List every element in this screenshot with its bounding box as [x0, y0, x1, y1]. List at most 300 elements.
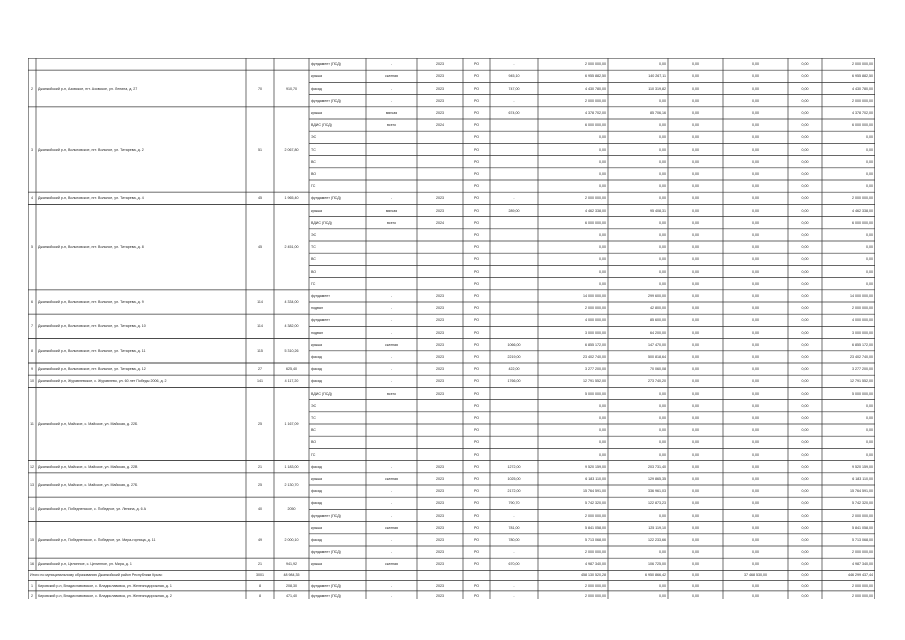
table-cell: 670,00 — [508, 562, 520, 567]
table-cell: ТС — [311, 415, 316, 420]
table-cell: 5 000 000,00 — [585, 391, 606, 396]
table-cell: ВДИС (ПСД) — [311, 123, 332, 128]
table-cell: 2023 — [436, 476, 444, 481]
table-cell: 0,00 — [692, 415, 699, 420]
table-cell: фасад — [311, 86, 322, 91]
table-cell: ЭС — [311, 135, 317, 140]
table-cell: 1 167,09 — [284, 422, 299, 426]
table-cell: РО — [473, 440, 480, 445]
table-cell: РО — [473, 98, 480, 103]
table-cell: 85 600,00 — [650, 318, 666, 323]
table-cell: 0,00 — [692, 123, 699, 128]
table-cell: 0,00 — [801, 501, 809, 506]
table-cell: 122 233,66 — [648, 537, 666, 542]
table-cell: фасад — [311, 367, 322, 372]
table-cell: 4 000 000,00 — [852, 318, 873, 323]
table-cell: фундамент (ПСД) — [311, 594, 341, 599]
table-cell: 0,00 — [866, 428, 873, 433]
table-cell: - — [390, 550, 393, 555]
table-cell: 0,00 — [692, 501, 699, 506]
table-cell: 0,00 — [692, 110, 699, 115]
table-cell: 0,00 — [801, 367, 809, 372]
table-cell: РО — [473, 403, 480, 408]
table-cell: - — [390, 354, 393, 359]
table-cell: 0,00 — [692, 403, 699, 408]
table-cell: 0,00 — [866, 452, 873, 457]
table-cell: РО — [473, 110, 480, 115]
table-cell: 0,00 — [692, 464, 699, 469]
table-cell: 0,00 — [752, 513, 759, 518]
table-cell: ВС — [311, 159, 316, 164]
table-cell: 0,00 — [659, 135, 666, 140]
table-cell: 289,00 — [508, 208, 520, 213]
table-cell: Джанкойский р-н, Журавлевское, с. Журавлево, ул. 60 лет Победы 2006, д. 2 — [38, 379, 167, 384]
table-cell: 0,00 — [801, 208, 809, 213]
table-cell: 0,00 — [659, 269, 666, 274]
table-cell: 0,00 — [801, 440, 809, 445]
table-cell: 0,00 — [692, 306, 699, 311]
table-cell: всего — [387, 123, 396, 128]
table-cell: 2 000 000,00 — [585, 98, 606, 103]
table-cell: 0,00 — [801, 269, 809, 274]
table-cell: 0,00 — [692, 98, 699, 103]
table-cell: 23 402 740,00 — [850, 354, 873, 359]
table-cell: 0,00 — [752, 306, 759, 311]
table-cell: 0,00 — [752, 428, 759, 433]
table-cell: 0,00 — [659, 147, 666, 152]
table-cell: 2023 — [436, 562, 444, 567]
table-cell: РО — [473, 184, 480, 189]
table-cell: Джанкойский р-н, Вольновское, пгт. Вольное, ул. Титарева, д. 4 — [38, 196, 144, 201]
table-cell: 0,00 — [752, 171, 759, 176]
table-cell: 25 — [258, 483, 262, 487]
table-cell: 0,00 — [659, 583, 666, 588]
table-cell: 0,00 — [801, 245, 809, 250]
table-cell: ТС — [311, 147, 316, 152]
table-cell: РО — [473, 513, 480, 518]
table-cell: 625,40 — [286, 367, 297, 372]
table-cell: 4 382,00 — [284, 324, 299, 329]
table-cell: 0,00 — [752, 440, 759, 445]
table-cell: - — [390, 501, 393, 506]
table-cell: 7 — [31, 324, 33, 329]
table-cell: 2023 — [436, 293, 444, 298]
table-cell: 2 000,10 — [284, 537, 299, 542]
table-cell: - — [390, 293, 393, 298]
table-cell: 0,00 — [866, 245, 873, 250]
table-cell: РО — [473, 293, 480, 298]
table-cell: 2050 — [287, 507, 296, 512]
table-cell: 0,00 — [692, 513, 699, 518]
table-cell: крыша — [311, 476, 323, 481]
table-cell: 23 402 740,00 — [583, 354, 606, 359]
table-cell: 0,00 — [801, 281, 809, 286]
table-cell: - — [390, 98, 393, 103]
table-cell: 0,00 — [692, 525, 699, 530]
table-cell: 16 — [30, 562, 34, 567]
table-cell: ГС — [311, 281, 316, 286]
table-cell: 0,00 — [692, 245, 699, 250]
table-cell: 0,00 — [752, 74, 759, 79]
table-cell: 0,00 — [599, 281, 606, 286]
table-cell: 0,00 — [801, 550, 809, 555]
table-cell: 0,00 — [692, 208, 699, 213]
table-cell: 0,00 — [692, 232, 699, 237]
table-cell: 2023 — [436, 489, 444, 494]
table-cell: крыша — [311, 342, 323, 347]
table-cell: 0,00 — [752, 135, 759, 140]
table-cell: 2023 — [436, 318, 444, 323]
table-cell: 14 000 000,00 — [583, 293, 606, 298]
table-cell: 2 000 000,00 — [852, 550, 873, 555]
table-cell: 0,00 — [659, 220, 666, 225]
table-cell: 2023 — [436, 62, 444, 67]
table-cell: 2023 — [436, 464, 444, 469]
table-cell: 0,00 — [866, 159, 873, 164]
table-cell: 0,00 — [866, 135, 873, 140]
table-cell: РО — [473, 354, 480, 359]
table-cell: Джанкойский р-н, Азовское, пгт. Азовское, ул. Ленина, д. 27 — [38, 86, 138, 91]
table-cell: 8 — [31, 348, 33, 353]
table-cell: 0,00 — [752, 257, 759, 262]
table-cell: подвал — [311, 306, 323, 311]
table-cell: 0,00 — [752, 220, 759, 225]
table-cell: 6 855 172,00 — [585, 342, 606, 347]
table-cell: 458 130 520,28 — [581, 573, 606, 578]
table-cell: 4 000 000,00 — [585, 318, 606, 323]
table-cell: РО — [473, 159, 480, 164]
table-cell: 4 430 780,00 — [585, 86, 606, 91]
table-cell: 0,00 — [801, 594, 809, 599]
table-cell: РО — [473, 208, 480, 213]
table-cell: 2 130,70 — [284, 483, 299, 487]
table-cell: - — [390, 537, 393, 542]
table-cell: Джанкойский р-н, Целинное, с. Целинное, ул. Мира, д. 1 — [38, 562, 132, 567]
table-cell: 8 — [259, 583, 261, 588]
table-cell: 2023 — [436, 513, 444, 518]
table-cell: 95 408,31 — [650, 208, 666, 213]
table-cell: 747,00 — [508, 86, 520, 91]
table-cell: 0,00 — [801, 330, 809, 335]
table-cell: 0,00 — [801, 525, 809, 530]
table-cell: 299 600,00 — [648, 293, 666, 298]
table-cell: крыша — [311, 208, 323, 213]
table-cell: 0,00 — [659, 415, 666, 420]
table-cell: 0,00 — [692, 293, 699, 298]
table-cell: 0,00 — [599, 159, 606, 164]
table-cell: 0,00 — [752, 330, 759, 335]
table-cell: ВО — [311, 171, 317, 176]
table-cell: Джанкойский р-н, Победненское, с. Победное, ул. Мира-горница, д. 11 — [38, 537, 156, 542]
table-cell: РО — [473, 257, 480, 262]
table-cell: 1 — [31, 583, 33, 588]
table-cell: 0,00 — [866, 440, 873, 445]
table-cell: РО — [473, 415, 480, 420]
table-cell: 0,00 — [801, 110, 809, 115]
table-cell: РО — [473, 171, 480, 176]
table-cell: РО — [473, 489, 480, 494]
table-cell: 2 000 000,00 — [585, 196, 606, 201]
table-cell: фасад — [311, 501, 322, 506]
table-cell: 2023 — [436, 379, 444, 384]
table-cell: 5 742 320,00 — [585, 501, 606, 506]
table-cell: 422,00 — [508, 367, 520, 372]
table-cell: 4 987 340,00 — [852, 562, 873, 567]
table-cell: 0,00 — [752, 318, 759, 323]
table-cell: 0,00 — [752, 281, 759, 286]
table-cell: 0,00 — [866, 403, 873, 408]
table-cell: 0,00 — [752, 452, 759, 457]
table-cell: 15 — [30, 537, 34, 542]
table-cell: 0,00 — [801, 415, 809, 420]
table-cell: 115 — [257, 348, 263, 353]
table-cell: 1066,00 — [507, 342, 521, 347]
table-cell: 0,00 — [801, 86, 809, 91]
table-cell: 0,00 — [801, 184, 809, 189]
table-cell: ВС — [311, 257, 316, 262]
table-cell: 0,00 — [801, 306, 809, 311]
table-cell: 2023 — [436, 330, 444, 335]
table-cell: РО — [473, 330, 480, 335]
table-cell: 0,00 — [599, 135, 606, 140]
table-cell: 0,00 — [866, 281, 873, 286]
table-cell: 0,00 — [801, 464, 809, 469]
table-cell: 0,00 — [752, 62, 759, 67]
table-cell: 0,00 — [801, 354, 809, 359]
table-cell: 140 267,11 — [648, 74, 666, 79]
table-cell: фундамент (ПСД) — [311, 98, 341, 103]
table-cell: - — [390, 379, 393, 384]
table-cell: РО — [473, 281, 480, 286]
table-cell: 21 — [258, 464, 262, 469]
table-cell: РО — [473, 464, 480, 469]
table-cell: 0,00 — [752, 583, 759, 588]
table-cell: 0,00 — [692, 379, 699, 384]
table-cell: 0,00 — [752, 184, 759, 189]
table-cell: 6 000 000,00 — [852, 123, 873, 128]
table-cell: 1025,00 — [507, 476, 521, 481]
table-cell: 2023 — [436, 354, 444, 359]
table-cell: 0,00 — [659, 428, 666, 433]
table-cell: 0,00 — [692, 476, 699, 481]
table-cell: подвал — [311, 330, 323, 335]
table-cell: РО — [473, 476, 480, 481]
table-cell: 674,00 — [508, 110, 520, 115]
table-cell: мягкая — [385, 208, 398, 213]
table-cell: 147 470,00 — [648, 342, 666, 347]
table-cell: 2024 — [436, 123, 444, 128]
table-cell: 0,00 — [599, 415, 606, 420]
table-cell: 273 740,20 — [648, 379, 666, 384]
table-cell: 0,00 — [801, 318, 809, 323]
table-cell: 2 000 000,00 — [585, 583, 606, 588]
table-cell: - — [513, 62, 515, 67]
table-cell: 6 855 172,00 — [852, 342, 873, 347]
table-cell: 2 000 000,00 — [852, 513, 873, 518]
table-cell: 0,00 — [801, 232, 809, 237]
table-cell: - — [390, 306, 393, 311]
table-cell: 3 277 200,00 — [585, 367, 606, 372]
table-cell: 0,00 — [692, 220, 699, 225]
table-cell: 2023 — [436, 501, 444, 506]
table-cell: 0,00 — [659, 232, 666, 237]
table-cell: - — [513, 196, 515, 201]
table-cell: фундамент (ПСД) — [311, 583, 341, 588]
table-cell: 15 764 591,00 — [850, 489, 873, 494]
table-cell: 6 183 110,00 — [852, 476, 873, 481]
table-cell: 0,00 — [801, 476, 809, 481]
table-cell: 4 378 702,00 — [852, 110, 873, 115]
table-cell: 110 319,82 — [648, 86, 666, 91]
table-cell: 790,70 — [508, 501, 520, 506]
table-cell: 13 — [30, 483, 34, 487]
table-cell: 70 060,08 — [650, 367, 666, 372]
table-cell: ЭС — [311, 232, 317, 237]
table-cell: 3 — [31, 147, 33, 152]
table-cell: 2 000 000,00 — [585, 513, 606, 518]
table-cell: ГС — [311, 184, 316, 189]
table-cell: Кировский р-н, Владиславовское, с. Владиславовка, ул. Железнодорожная, д. 1 — [38, 583, 172, 588]
table-cell: 3001 — [256, 573, 264, 578]
table-cell: Джанкойский р-н, Майское, с. Майское, ул. Майская, д. 27Б — [38, 483, 138, 487]
table-cell: 0,00 — [692, 573, 699, 578]
table-cell: 2 — [31, 594, 33, 599]
table-cell: 0,00 — [752, 98, 759, 103]
table-cell: 0,00 — [692, 281, 699, 286]
table-cell: 208,30 — [286, 583, 297, 588]
table-cell: скатная — [385, 476, 398, 481]
table-cell: 2 067,80 — [284, 147, 299, 152]
table-cell: 2023 — [436, 196, 444, 201]
table-cell: фундамент (ПСД) — [311, 513, 341, 518]
table-cell: 48 984,35 — [283, 573, 300, 578]
table-cell: 70 — [258, 86, 262, 91]
table-cell: 0,00 — [801, 513, 809, 518]
table-cell: 2023 — [436, 98, 444, 103]
table-cell: крыша — [311, 525, 323, 530]
table-cell: 0,00 — [801, 293, 809, 298]
table-cell: 11 — [30, 422, 34, 426]
table-cell: 14 000 000,00 — [850, 293, 873, 298]
table-cell: 0,00 — [692, 318, 699, 323]
table-cell: 2023 — [436, 583, 444, 588]
table-cell: 0,00 — [752, 562, 759, 567]
table-cell: 0,00 — [599, 440, 606, 445]
table-cell: - — [390, 318, 393, 323]
table-cell: 0,00 — [752, 403, 759, 408]
table-cell: 4 378 702,00 — [585, 110, 606, 115]
table-cell: 27 — [258, 367, 262, 372]
table-cell: фундамент (ПСД) — [311, 196, 341, 201]
table-cell: 0,00 — [692, 135, 699, 140]
table-cell: 2023 — [436, 86, 444, 91]
table-cell: 0,00 — [692, 550, 699, 555]
table-cell: фасад — [311, 354, 322, 359]
table-cell: 0,00 — [599, 245, 606, 250]
table-cell: Джанкойский р-н, Майское, с. Майское, ул. Майская, д. 22Б — [38, 422, 138, 426]
table-cell: 1 965,40 — [284, 196, 299, 201]
table-cell: 0,00 — [801, 428, 809, 433]
table-cell: 2 000 000,00 — [852, 62, 873, 67]
table-cell: 122 873,23 — [648, 501, 666, 506]
table-cell: 2024 — [436, 220, 444, 225]
table-cell: фундамент — [311, 293, 330, 298]
table-cell: 6 000 000,00 — [585, 220, 606, 225]
table-cell: Джанкойский р-н, Вольновское, пгт. Вольное, ул. Титарева, д. 11 — [38, 348, 146, 353]
table-cell: 0,00 — [692, 594, 699, 599]
table-cell: 0,00 — [659, 62, 666, 67]
table-cell: крыша — [311, 110, 323, 115]
total-row-label: Итого по муниципальному образованию Джанкойский район Республики Крым: — [30, 573, 163, 578]
table-cell: 0,00 — [866, 269, 873, 274]
table-cell: скатная — [385, 74, 398, 79]
table-cell: 0,00 — [659, 171, 666, 176]
table-cell: РО — [473, 428, 480, 433]
table-cell: РО — [473, 391, 480, 396]
table-cell: 0,00 — [752, 476, 759, 481]
table-cell: 4 — [31, 196, 33, 201]
table-cell: 15 764 591,00 — [583, 489, 606, 494]
table-cell: 4 117,20 — [284, 379, 299, 384]
table-cell: 0,00 — [692, 489, 699, 494]
table-cell: фасад — [311, 379, 322, 384]
table-cell: 0,00 — [752, 245, 759, 250]
table-cell: 5 713 068,00 — [585, 537, 606, 542]
table-cell: 0,00 — [801, 379, 809, 384]
table-cell: - — [390, 62, 393, 67]
table-cell: 0,00 — [659, 98, 666, 103]
table-cell: 0,00 — [752, 147, 759, 152]
table-cell: - — [513, 594, 515, 599]
table-cell: 0,00 — [752, 594, 759, 599]
table-cell: 0,00 — [801, 391, 809, 396]
table-cell: - — [390, 367, 393, 372]
table-cell: 0,00 — [801, 98, 809, 103]
table-cell: 1272,00 — [507, 464, 521, 469]
table-cell: 0,00 — [599, 452, 606, 457]
table-cell: мягкая — [385, 110, 398, 115]
table-cell: 0,00 — [752, 208, 759, 213]
table-cell: 0,00 — [752, 293, 759, 298]
table-cell: всего — [387, 220, 396, 225]
table-cell: ВДИС (ПСД) — [311, 220, 332, 225]
table-cell: фасад — [311, 464, 322, 469]
table-cell: 203 731,40 — [648, 464, 666, 469]
table-cell: 0,00 — [801, 583, 809, 588]
table-cell: 40 — [258, 507, 262, 512]
table-cell: 2 451,00 — [284, 245, 299, 250]
table-cell: РО — [473, 269, 480, 274]
table-cell: 0,00 — [692, 269, 699, 274]
table-cell: РО — [473, 452, 480, 457]
table-cell: - — [390, 86, 393, 91]
table-cell: 0,00 — [752, 269, 759, 274]
table-cell: 0,00 — [801, 171, 809, 176]
table-cell: 0,00 — [752, 196, 759, 201]
table-cell: 0,00 — [801, 220, 809, 225]
table-cell: фундамент — [311, 318, 330, 323]
table-cell: 5 000 000,00 — [852, 391, 873, 396]
table-cell: ТС — [311, 245, 316, 250]
table-cell: 0,00 — [866, 184, 873, 189]
table-cell: 0,00 — [801, 135, 809, 140]
table-cell: 2023 — [436, 208, 444, 213]
table-cell: 0,00 — [752, 464, 759, 469]
table-cell: 2023 — [436, 594, 444, 599]
table-cell: ВДИС (ПСД) — [311, 391, 332, 396]
table-cell: - — [390, 583, 393, 588]
table-cell: 0,00 — [659, 196, 666, 201]
